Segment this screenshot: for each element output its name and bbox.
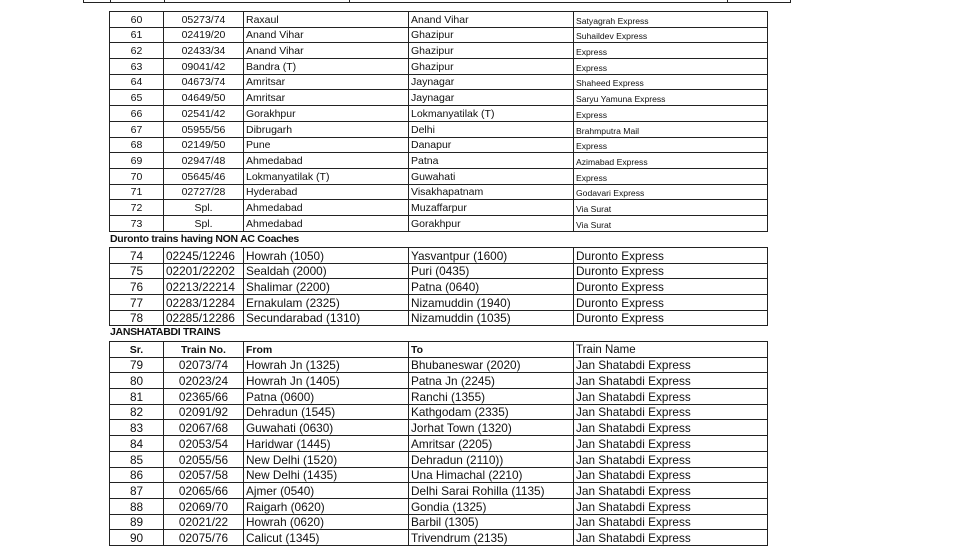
from-cell: Haridwar (1445) — [244, 436, 409, 452]
from-cell: Anand Vihar — [244, 27, 409, 43]
table-row — [110, 43, 768, 59]
table-header-row — [110, 342, 768, 358]
train-name-cell: Jan Shatabdi Express — [574, 498, 768, 514]
to-cell: Muzaffarpur — [409, 200, 574, 216]
to-cell: Bhubaneswar (2020) — [409, 357, 574, 373]
from-cell: Howrah (0620) — [244, 514, 409, 530]
table-row — [110, 404, 768, 420]
from-cell: Anand Vihar — [244, 43, 409, 59]
train-name-cell: Jan Shatabdi Express — [574, 389, 768, 405]
from-cell: Dibrugarh — [244, 121, 409, 137]
sr-cell: 80 — [110, 373, 164, 389]
to-cell: Ghazipur — [409, 43, 574, 59]
janshatabdi-trains-table — [109, 341, 768, 546]
to-cell: Dehradun (2110)) — [409, 451, 574, 467]
sr-cell: 72 — [110, 200, 164, 216]
train-no-cell: 02285/12286 — [164, 310, 244, 326]
sr-cell: 75 — [110, 263, 164, 279]
table-row — [110, 12, 768, 28]
table-row — [110, 137, 768, 153]
train-no-cell: 04649/50 — [164, 90, 244, 106]
train-no-cell: 02419/20 — [164, 27, 244, 43]
train-name-cell: Jan Shatabdi Express — [574, 373, 768, 389]
sr-cell: 71 — [110, 184, 164, 200]
from-cell: Ahmedabad — [244, 153, 409, 169]
from-cell: Howrah (1050) — [244, 248, 409, 264]
to-cell: Jorhat Town (1320) — [409, 420, 574, 436]
train-name-cell: Duronto Express — [574, 263, 768, 279]
table-row — [110, 215, 768, 231]
train-name-cell: Jan Shatabdi Express — [574, 530, 768, 546]
sr-cell: 65 — [110, 90, 164, 106]
header-from: From — [244, 342, 409, 358]
sr-cell: 70 — [110, 168, 164, 184]
train-name-cell: Duronto Express — [574, 279, 768, 295]
from-cell: Ahmedabad — [244, 215, 409, 231]
from-cell: Patna (0600) — [244, 389, 409, 405]
table-row — [110, 357, 768, 373]
sr-cell: 69 — [110, 153, 164, 169]
train-name-cell: Via Surat — [574, 215, 768, 231]
train-no-cell: 02213/22214 — [164, 279, 244, 295]
table-row — [110, 451, 768, 467]
from-cell: Gorakhpur — [244, 106, 409, 122]
table-row — [110, 436, 768, 452]
train-name-cell: Azimabad Express — [574, 153, 768, 169]
table-row — [110, 498, 768, 514]
to-cell: Anand Vihar — [409, 12, 574, 28]
to-cell: Guwahati — [409, 168, 574, 184]
train-no-cell: Spl. — [164, 200, 244, 216]
train-name-cell: Jan Shatabdi Express — [574, 451, 768, 467]
train-no-cell: Spl. — [164, 215, 244, 231]
to-cell: Visakhapatnam — [409, 184, 574, 200]
train-no-cell: 02727/28 — [164, 184, 244, 200]
to-cell: Lokmanyatilak (T) — [409, 106, 574, 122]
to-cell: Patna (0640) — [409, 279, 574, 295]
header-train-no: Train No. — [164, 342, 244, 358]
to-cell: Patna — [409, 153, 574, 169]
sr-cell: 87 — [110, 483, 164, 499]
sr-cell: 68 — [110, 137, 164, 153]
from-cell: Ajmer (0540) — [244, 483, 409, 499]
train-no-cell: 09041/42 — [164, 59, 244, 75]
to-cell: Jaynagar — [409, 90, 574, 106]
train-name-cell: Express — [574, 59, 768, 75]
sr-cell: 66 — [110, 106, 164, 122]
to-cell: Gondia (1325) — [409, 498, 574, 514]
train-no-cell: 02023/24 — [164, 373, 244, 389]
train-no-cell: 02075/76 — [164, 530, 244, 546]
train-name-cell: Jan Shatabdi Express — [574, 436, 768, 452]
train-name-cell: Duronto Express — [574, 310, 768, 326]
header-sr: Sr. — [110, 342, 164, 358]
table-row — [110, 248, 768, 264]
train-no-cell: 02069/70 — [164, 498, 244, 514]
train-no-cell: 02541/42 — [164, 106, 244, 122]
from-cell: Guwahati (0630) — [244, 420, 409, 436]
table-row — [110, 184, 768, 200]
train-no-cell: 02067/68 — [164, 420, 244, 436]
sr-cell: 85 — [110, 451, 164, 467]
sr-cell: 67 — [110, 121, 164, 137]
to-cell: Danapur — [409, 137, 574, 153]
from-cell: Sealdah (2000) — [244, 263, 409, 279]
to-cell: Gorakhpur — [409, 215, 574, 231]
train-no-cell: 02283/12284 — [164, 295, 244, 311]
to-cell: Nizamuddin (1035) — [409, 310, 574, 326]
train-name-cell: Godavari Express — [574, 184, 768, 200]
to-cell: Amritsar (2205) — [409, 436, 574, 452]
train-name-cell: Duronto Express — [574, 248, 768, 264]
train-name-cell: Jan Shatabdi Express — [574, 514, 768, 530]
table-row — [110, 279, 768, 295]
sr-cell: 73 — [110, 215, 164, 231]
janshatabdi-section-title: JANSHATABDI TRAINS — [110, 326, 221, 338]
sr-cell: 81 — [110, 389, 164, 405]
to-cell: Nizamuddin (1940) — [409, 295, 574, 311]
from-cell: Howrah Jn (1405) — [244, 373, 409, 389]
from-cell: Amritsar — [244, 74, 409, 90]
sr-cell: 77 — [110, 295, 164, 311]
train-no-cell: 02201/22202 — [164, 263, 244, 279]
to-cell: Ghazipur — [409, 27, 574, 43]
train-no-cell: 02433/34 — [164, 43, 244, 59]
train-no-cell: 02149/50 — [164, 137, 244, 153]
train-name-cell: Shaheed Express — [574, 74, 768, 90]
train-name-cell: Express — [574, 168, 768, 184]
train-no-cell: 04673/74 — [164, 74, 244, 90]
duronto-trains-table — [109, 247, 768, 326]
to-cell: Ranchi (1355) — [409, 389, 574, 405]
from-cell: Dehradun (1545) — [244, 404, 409, 420]
train-no-cell: 02065/66 — [164, 483, 244, 499]
sr-cell: 82 — [110, 404, 164, 420]
table-row — [110, 295, 768, 311]
table-row — [110, 263, 768, 279]
from-cell: Bandra (T) — [244, 59, 409, 75]
to-cell: Delhi — [409, 121, 574, 137]
table-row — [110, 168, 768, 184]
train-no-cell: 02947/48 — [164, 153, 244, 169]
from-cell: Hyderabad — [244, 184, 409, 200]
train-name-cell: Suhaildev Express — [574, 27, 768, 43]
from-cell: Ernakulam (2325) — [244, 295, 409, 311]
trains-table-1 — [109, 11, 768, 232]
table-row — [110, 373, 768, 389]
sr-cell: 79 — [110, 357, 164, 373]
table-row — [110, 483, 768, 499]
from-cell: New Delhi (1435) — [244, 467, 409, 483]
train-no-cell: 05955/56 — [164, 121, 244, 137]
train-name-cell: Jan Shatabdi Express — [574, 420, 768, 436]
sr-cell: 63 — [110, 59, 164, 75]
previous-table-edge — [83, 0, 791, 3]
header-to: To — [409, 342, 574, 358]
table-row — [110, 153, 768, 169]
from-cell: New Delhi (1520) — [244, 451, 409, 467]
train-name-cell: Jan Shatabdi Express — [574, 483, 768, 499]
from-cell: Calicut (1345) — [244, 530, 409, 546]
table-row — [110, 90, 768, 106]
sr-cell: 74 — [110, 248, 164, 264]
train-name-cell: Via Surat — [574, 200, 768, 216]
from-cell: Raigarh (0620) — [244, 498, 409, 514]
to-cell: Patna Jn (2245) — [409, 373, 574, 389]
to-cell: Yasvantpur (1600) — [409, 248, 574, 264]
from-cell: Lokmanyatilak (T) — [244, 168, 409, 184]
to-cell: Ghazipur — [409, 59, 574, 75]
train-name-cell: Satyagrah Express — [574, 12, 768, 28]
table-row — [110, 530, 768, 546]
from-cell: Ahmedabad — [244, 200, 409, 216]
to-cell: Kathgodam (2335) — [409, 404, 574, 420]
sr-cell: 61 — [110, 27, 164, 43]
sr-cell: 83 — [110, 420, 164, 436]
from-cell: Shalimar (2200) — [244, 279, 409, 295]
train-name-cell: Saryu Yamuna Express — [574, 90, 768, 106]
table-row — [110, 514, 768, 530]
header-train-name: Train Name — [574, 342, 768, 358]
sr-cell: 62 — [110, 43, 164, 59]
from-cell: Pune — [244, 137, 409, 153]
sr-cell: 60 — [110, 12, 164, 28]
train-name-cell: Express — [574, 43, 768, 59]
sr-cell: 76 — [110, 279, 164, 295]
table-row — [110, 74, 768, 90]
train-no-cell: 02365/66 — [164, 389, 244, 405]
from-cell: Secundarabad (1310) — [244, 310, 409, 326]
train-no-cell: 05273/74 — [164, 12, 244, 28]
train-no-cell: 05645/46 — [164, 168, 244, 184]
to-cell: Una Himachal (2210) — [409, 467, 574, 483]
sr-cell: 86 — [110, 467, 164, 483]
train-name-cell: Brahmputra Mail — [574, 121, 768, 137]
train-name-cell: Duronto Express — [574, 295, 768, 311]
to-cell: Puri (0435) — [409, 263, 574, 279]
table-row — [110, 106, 768, 122]
sr-cell: 88 — [110, 498, 164, 514]
table-row — [110, 310, 768, 326]
train-no-cell: 02057/58 — [164, 467, 244, 483]
sr-cell: 78 — [110, 310, 164, 326]
train-no-cell: 02021/22 — [164, 514, 244, 530]
to-cell: Barbil (1305) — [409, 514, 574, 530]
sr-cell: 84 — [110, 436, 164, 452]
train-name-cell: Express — [574, 137, 768, 153]
to-cell: Jaynagar — [409, 74, 574, 90]
from-cell: Raxaul — [244, 12, 409, 28]
train-no-cell: 02073/74 — [164, 357, 244, 373]
table-row — [110, 27, 768, 43]
from-cell: Amritsar — [244, 90, 409, 106]
table-row — [110, 200, 768, 216]
sr-cell: 64 — [110, 74, 164, 90]
table-row — [110, 121, 768, 137]
to-cell: Trivendrum (2135) — [409, 530, 574, 546]
table-row — [110, 389, 768, 405]
table-row — [110, 467, 768, 483]
from-cell: Howrah Jn (1325) — [244, 357, 409, 373]
train-name-cell: Jan Shatabdi Express — [574, 404, 768, 420]
train-no-cell: 02245/12246 — [164, 248, 244, 264]
sr-cell: 89 — [110, 514, 164, 530]
train-no-cell: 02055/56 — [164, 451, 244, 467]
train-name-cell: Jan Shatabdi Express — [574, 467, 768, 483]
train-no-cell: 02091/92 — [164, 404, 244, 420]
table-row — [110, 59, 768, 75]
train-no-cell: 02053/54 — [164, 436, 244, 452]
sr-cell: 90 — [110, 530, 164, 546]
train-name-cell: Jan Shatabdi Express — [574, 357, 768, 373]
duronto-section-title: Duronto trains having NON AC Coaches — [110, 233, 299, 245]
table-row — [110, 420, 768, 436]
to-cell: Delhi Sarai Rohilla (1135) — [409, 483, 574, 499]
train-name-cell: Express — [574, 106, 768, 122]
